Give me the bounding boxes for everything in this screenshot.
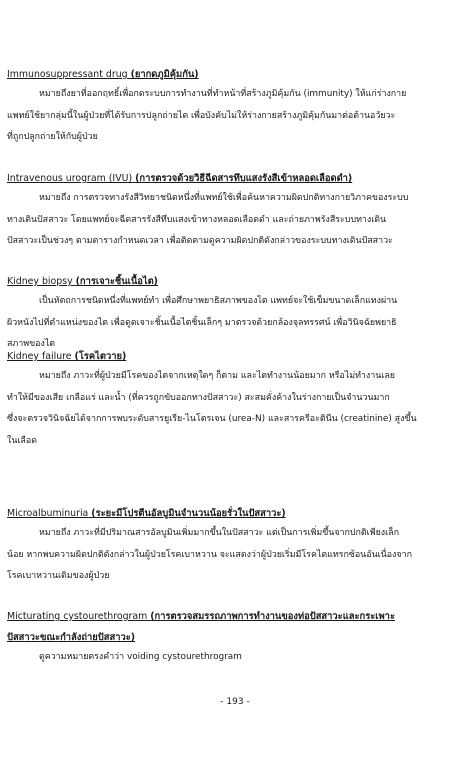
entry-definition xyxy=(7,523,459,588)
definition-line: สภาพของไต xyxy=(7,339,56,349)
entry-term xyxy=(7,507,459,520)
term-thai: (การตรวจด้วยวิธีฉีดสารทึบแสงรังสีเข้าหลอดเลือดดำ) xyxy=(135,173,353,184)
term-english: Intravenous urogram (IVU) xyxy=(7,173,133,184)
definition-line: น้อย หากพบความผิดปกติดังกล่าวในผู้ป่วยโรคเบาหวาน จะแสดงว่าผู้ป่วยเริ่มมีโรคไตแทรกซ้อนอันเนื่องจาก xyxy=(7,549,412,560)
glossary-entry-microalbuminuria xyxy=(7,507,459,588)
glossary-entry-kidney-failure xyxy=(7,350,459,452)
entry-definition xyxy=(7,291,459,356)
glossary-entry-immunosuppressant-drug xyxy=(7,68,459,149)
definition-line: หมายถึงยาที่ออกฤทธิ์เพื่อกดระบบการทำงานที่ทำหน้าที่สร้างภูมิคุ้มกัน (immunity) ให้แก่ร่างกาย xyxy=(39,89,407,99)
glossary-entry-kidney-biopsy xyxy=(7,275,459,356)
term-thai: (ยากดภูมิคุ้มกัน) xyxy=(130,69,199,80)
definition-line: หมายถึง ภาวะที่ผู้ป่วยมีโรคของไตจากเหตุใดๆ ก็ตาม และไตทำงานน้อยมาก หรือไม่ทำงานเลย xyxy=(39,371,395,381)
glossary-entry-intravenous-urogram xyxy=(7,172,459,253)
glossary-entry-micturating-cystourethrogram xyxy=(7,610,459,669)
term-english: Kidney biopsy xyxy=(7,276,73,287)
definition-line: ที่ถูกปลูกถ่ายให้กับผู้ป่วย xyxy=(7,132,98,142)
definition-line: ซึ่งจะตรวจวินิจฉัยได้จากการพบระดับสารยูเรีย-ไนโตรเจน (urea-N) และสารครีอะตินีน (creatinine) สูงขึ้น xyxy=(7,414,417,424)
definition-line: โรคเบาหวานเดิมของผู้ป่วย xyxy=(7,571,110,581)
definition-line: แพทย์ใช้ยากลุ่มนี้ในผู้ป่วยที่ได้รับการปลูกถ่ายไต เพื่อบังคับไม่ให้ร่างกายสร้างภูมิคุ้มกันมาต่อต้านอวัยวะ xyxy=(7,110,396,121)
entry-definition xyxy=(7,647,459,669)
entry-definition xyxy=(7,188,459,253)
definition-line: เป็นหัตถการชนิดหนึ่งที่แพทย์ทำ เพื่อศึกษาพยาธิสภาพของไต แพทย์จะใช้เข็มขนาดเล็กแทงผ่าน xyxy=(39,296,398,306)
term-english: Kidney failure xyxy=(7,351,72,362)
definition-line: ทำให้มีของเสีย เกลือแร่ และน้ำ (ที่ควรถูกขับออกทางปัสสาวะ) สะสมคั่งค้างในร่างกายเป็นจำนวนมาก xyxy=(7,392,390,403)
entry-term xyxy=(7,350,459,363)
term-thai-continued: ปัสสาวะขณะกำลังถ่ายปัสสาวะ) xyxy=(7,632,136,643)
term-thai: (การตรวจสมรรถภาพการทำงานของท่อปัสสาวะและกระเพาะ xyxy=(150,611,395,622)
definition-line: ปัสสาวะเป็นช่วงๆ ตามตารางกำหนดเวลา เพื่อติดตามดูความผิดปกติดังกล่าวของระบบทางเดินปัสสาวะ xyxy=(7,236,393,246)
entry-definition xyxy=(7,366,459,452)
term-thai: (การเจาะชิ้นเนื้อไต) xyxy=(75,276,158,287)
definition-line: หมายถึง การตรวจทางรังสีวิทยาชนิดหนึ่งที่แพทย์ใช้เพื่อค้นหาความผิดปกติทางกายวิภาคของระบบ xyxy=(39,193,409,203)
definition-line: ดูความหมายตรงคำว่า voiding cystourethrogram xyxy=(39,652,242,662)
term-english: Micturating cystourethrogram xyxy=(7,611,148,622)
definition-line: ทางเดินปัสสาวะ โดยแพทย์จะฉีดสารรังสีทึบแสงเข้าทางหลอดเลือดดำ และถ่ายภาพรังสีระบบทางเดิน xyxy=(7,214,387,225)
entry-term xyxy=(7,172,459,185)
entry-term xyxy=(7,610,459,623)
definition-line: ผิวหนังไปที่ตำแหน่งของไต เพื่อดูดเจาะชิ้นเนื้อไตชิ้นเล็กๆ มาตรวจด้วยกล้องจุลทรรศน์ เพื่อวินิจฉัยพยาธิ xyxy=(7,317,397,328)
entry-term xyxy=(7,275,459,288)
term-thai: (โรคไตวาย) xyxy=(74,351,127,362)
definition-line: หมายถึง ภาวะที่มีปริมาณสารอัลบูมินเพิ่มมากขึ้นในปัสสาวะ แต่เป็นการเพิ่มขึ้นจากปกติเพียงเล็ก xyxy=(39,528,399,538)
entry-definition xyxy=(7,84,459,149)
term-english: Immunosuppressant drug xyxy=(7,69,128,80)
definition-line: ในเลือด xyxy=(7,435,37,446)
term-english: Microalbuminuria xyxy=(7,508,89,519)
term-thai: (ระยะมีโปรตีนอัลบูมินจำนวนน้อยรั่วในปัสสาวะ) xyxy=(91,508,286,519)
page-number: - 193 - xyxy=(220,697,250,707)
entry-term xyxy=(7,68,459,81)
